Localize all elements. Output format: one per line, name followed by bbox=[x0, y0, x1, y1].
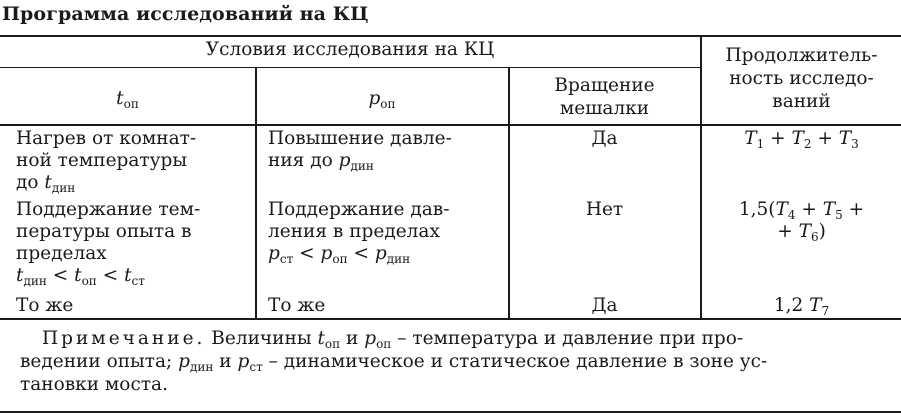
row1-pressure: Повышение давле- ния до $p_{дин}$ bbox=[268, 128, 452, 173]
row1-duration: $T_1 + T_2 + T_3$ bbox=[744, 128, 859, 151]
pressure-header: $p_{оп}$ bbox=[368, 88, 396, 111]
table-title: Программа исследований на КЦ bbox=[2, 3, 369, 25]
table-top-rule bbox=[0, 35, 901, 37]
row1-stirrer: Да bbox=[591, 128, 618, 149]
row2-pressure: Поддержание дав- ления в пределах $p_{ст} < p_{оп} < p_{дин}$ bbox=[268, 199, 450, 266]
row2-stirrer: Нет bbox=[585, 199, 624, 220]
table-bottom-rule bbox=[0, 318, 901, 320]
note-label: Примечание. bbox=[42, 328, 206, 349]
row2-duration: $1,5(T_4 + T_5$ + + $T_6$) bbox=[738, 199, 865, 244]
row2-temperature: Поддержание тем- пературы опыта в пределах $t_{дин} < t_{оп} < t_{ст}$ bbox=[16, 199, 201, 288]
stirrer-header: Вращение мешалки bbox=[554, 75, 655, 119]
header-bottom-rule bbox=[0, 124, 901, 126]
row3-temperature: То же bbox=[16, 295, 74, 316]
group-header: Условия исследования на КЦ bbox=[205, 39, 495, 60]
duration-header: Продолжитель- ность исследо- ваний bbox=[725, 45, 878, 112]
row3-pressure: То же bbox=[268, 295, 326, 316]
row3-duration: 1,2 $T_7$ bbox=[773, 295, 830, 318]
row3-stirrer: Да bbox=[591, 295, 618, 316]
temperature-header: $t_{оп}$ bbox=[116, 88, 139, 111]
row1-temperature: Нагрев от комнат- ной температуры до $t_{дин}$ bbox=[16, 128, 197, 195]
table-note: Примечание. Величины $t_{оп}$ и $p_{оп}$ – температура и давление при про- ведении опыта; $p_{дин}$ и $p_{ст}$ – динамическое и статическое давление в зоне ус- тановки моста. bbox=[20, 328, 768, 395]
group-header-rule bbox=[0, 67, 700, 68]
note-bottom-rule bbox=[0, 411, 901, 413]
